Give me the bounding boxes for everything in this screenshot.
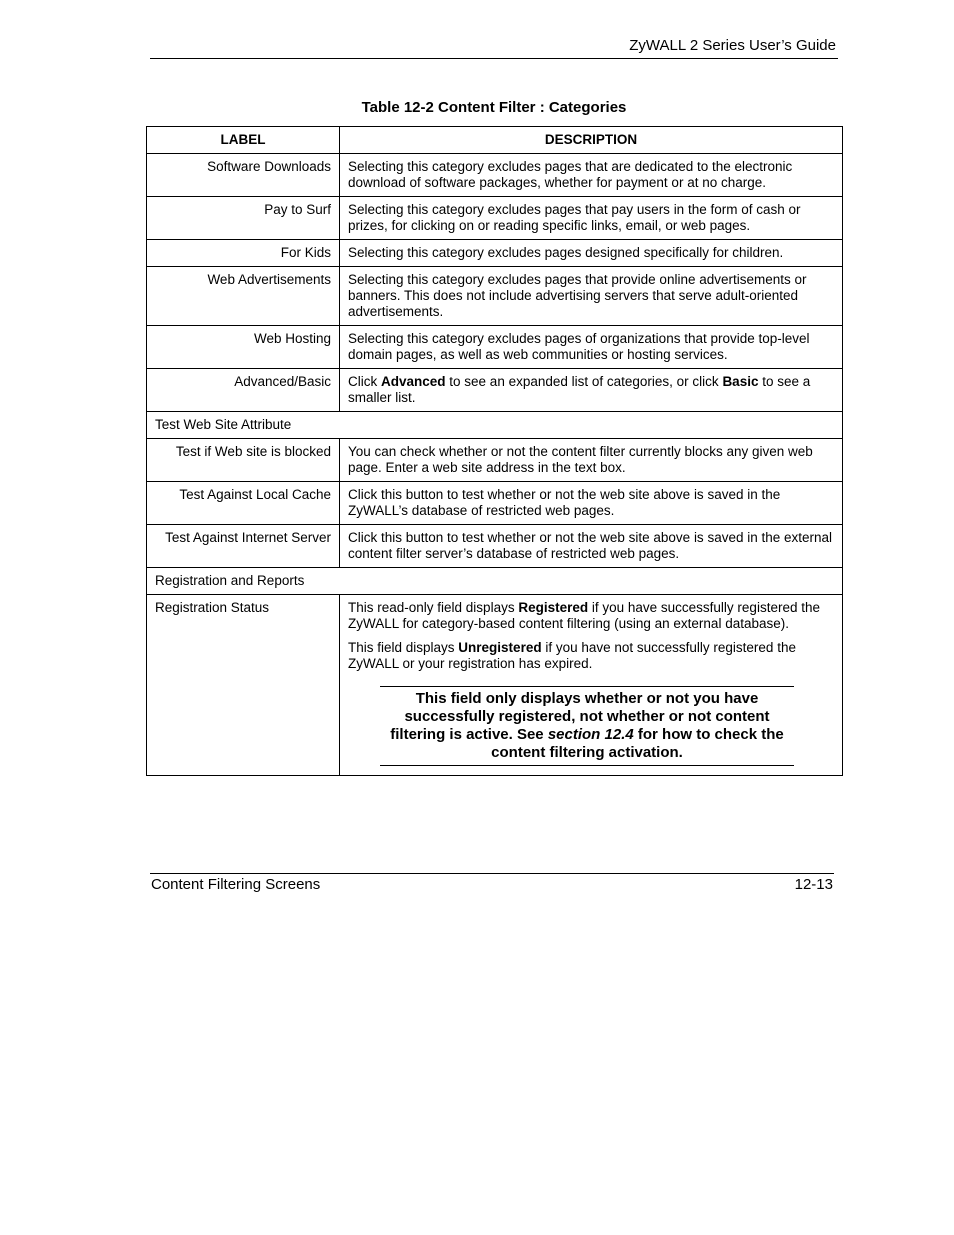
registration-paragraph-1: This read-only field displays Registered if you have successfully registered the ZyWALL for category-based content filtering (using an external database).: [348, 600, 820, 631]
section-title-test: Test Web Site Attribute: [147, 412, 843, 439]
row-description: Selecting this category excludes pages of organizations that provide top-level domain pages, as well as web communities or hosting services.: [340, 326, 843, 369]
content-filter-table: [146, 126, 843, 776]
table-row: [147, 240, 843, 267]
table-row: [147, 439, 843, 482]
section-title-registration: Registration and Reports: [147, 568, 843, 595]
table-row: [147, 197, 843, 240]
row-description: Click this button to test whether or not the web site above is saved in the ZyWALL’s database of restricted web pages.: [340, 482, 843, 525]
table-row: [147, 525, 843, 568]
row-description: Click this button to test whether or not the web site above is saved in the external content filter server’s database of restricted web pages.: [340, 525, 843, 568]
header-rule: [150, 58, 838, 59]
row-label: Test Against Internet Server: [147, 525, 340, 568]
row-description: You can check whether or not the content filter currently blocks any given web page. Enter a web site address in the text box.: [340, 439, 843, 482]
row-label: Test if Web site is blocked: [147, 439, 340, 482]
table-row: [147, 595, 843, 776]
row-description: Selecting this category excludes pages that are dedicated to the electronic download of software packages, whether for payment or at no charge.: [340, 154, 843, 197]
column-header-label: LABEL: [147, 127, 340, 154]
table-caption: Table 12-2 Content Filter : Categories: [361, 99, 627, 116]
footer-section-title: Content Filtering Screens: [151, 876, 321, 893]
table-row: [147, 154, 843, 197]
row-description: Click Advanced to see an expanded list of categories, or click Basic to see a smaller list.: [340, 369, 843, 412]
header-title: ZyWALL 2 Series User’s Guide: [629, 37, 836, 54]
section-row: [147, 568, 843, 595]
row-description: Selecting this category excludes pages designed specifically for children.: [340, 240, 843, 267]
row-label: For Kids: [147, 240, 340, 267]
column-header-description: DESCRIPTION: [340, 127, 843, 154]
row-description: [340, 595, 843, 776]
section-row: [147, 412, 843, 439]
table-row: [147, 267, 843, 326]
row-label: Pay to Surf: [147, 197, 340, 240]
table-header-row: [147, 127, 843, 154]
row-label: Registration Status: [147, 595, 340, 776]
registration-paragraph-2: This field displays Unregistered if you have not successfully registered the ZyWALL or your registration has expired.: [348, 640, 796, 671]
row-label: Software Downloads: [147, 154, 340, 197]
note-box: This field only displays whether or not you have successfully registered, not whether or not content filtering is active. See section 12.4 for how to check the content filtering activation.: [380, 686, 794, 766]
table-row: [147, 369, 843, 412]
row-description: Selecting this category excludes pages that pay users in the form of cash or prizes, for clicking on or reading specific links, email, or web pages.: [340, 197, 843, 240]
row-description: Selecting this category excludes pages that provide online advertisements or banners. This does not include advertising servers that serve adult-oriented advertisements.: [340, 267, 843, 326]
footer-rule: [150, 873, 834, 874]
table-row: [147, 482, 843, 525]
row-label: Test Against Local Cache: [147, 482, 340, 525]
table-row: [147, 326, 843, 369]
page-number: 12-13: [794, 876, 833, 893]
row-label: Web Advertisements: [147, 267, 340, 326]
row-label: Web Hosting: [147, 326, 340, 369]
row-label: Advanced/Basic: [147, 369, 340, 412]
